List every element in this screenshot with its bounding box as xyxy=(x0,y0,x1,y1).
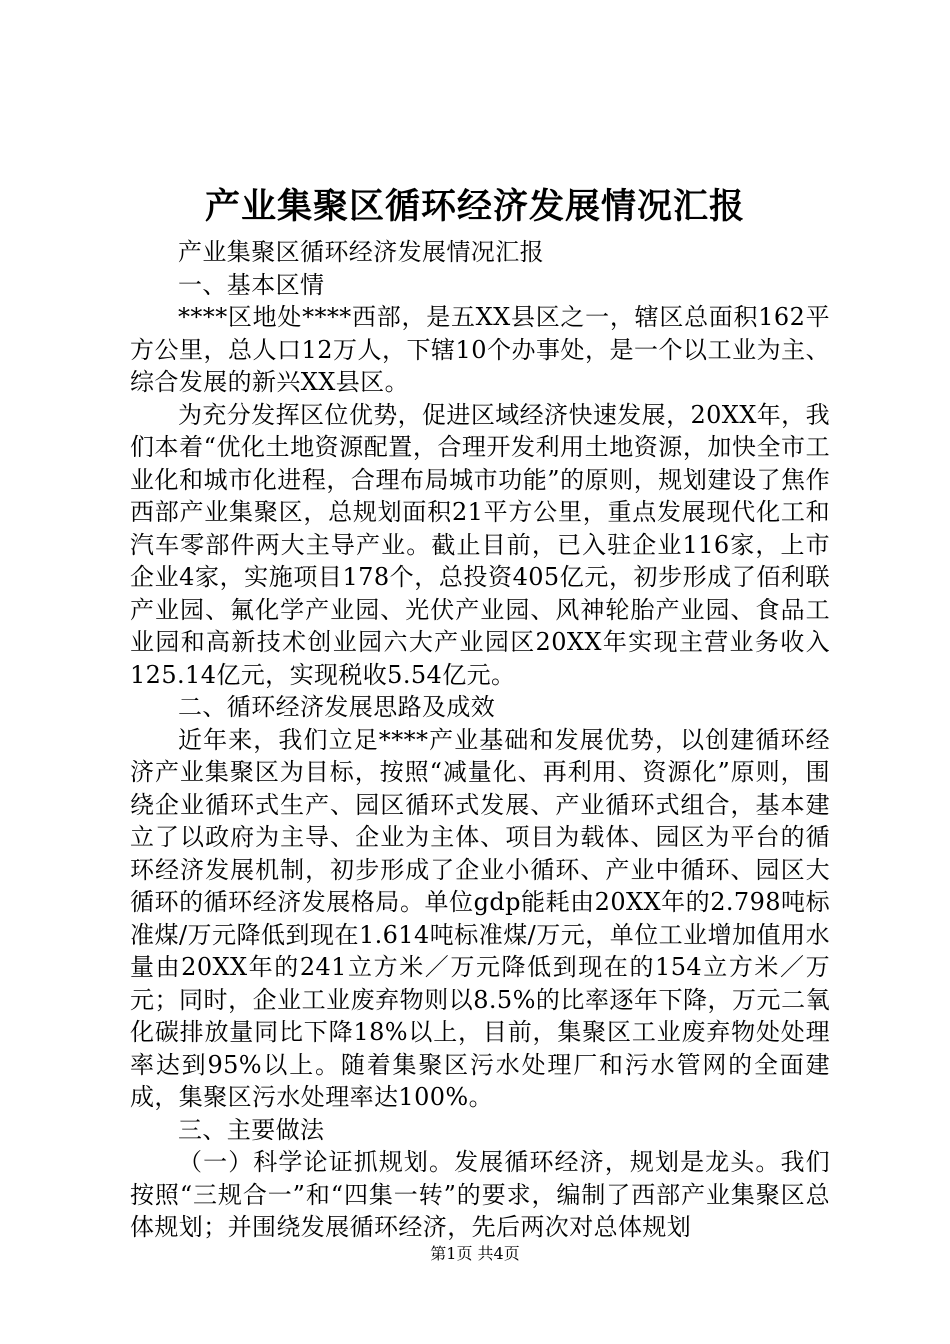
document-body xyxy=(130,236,830,1244)
body-paragraph: ****区地处****西部，是五XX县区之一，辖区总面积162平方公里，总人口12万人，下辖10个办事处，是一个以工业为主、综合发展的新兴XX县区。 xyxy=(130,303,830,396)
subtitle-paragraph: 产业集聚区循环经济发展情况汇报 xyxy=(178,238,544,266)
section-heading-basic-situation: 一、基本区情 xyxy=(178,270,325,299)
page-number-footer: 第1页 共4页 xyxy=(430,1244,520,1263)
body-paragraph: 为充分发挥区位优势，促进区域经济快速发展，20XX年，我们本着“优化土地资源配置，合理开发利用土地资源，加快全市工业化和城市化进程，合理布局城市功能”的原则，规划建设了焦作西部产业集聚区，总规划面积21平方公里，重点发展现代化工和汽车零部件两大主导产业。截止目前，已入驻企业116家，上市企业4家，实施项目178个，总投资405亿元，初步形成了佰利联产业园、氟化学产业园、光伏产业园、风神轮胎产业园、食品工业园和高新技术创业园六大产业园区20XX年实现主营业务收入125.14亿元，实现税收5.54亿元。 xyxy=(130,400,830,689)
body-paragraph: （一）科学论证抓规划。发展循环经济，规划是龙头。我们按照“三规合一”和“四集一转”的要求，编制了西部产业集聚区总体规划；并围绕发展循环经济，先后两次对总体规划 xyxy=(130,1148,830,1241)
document-title: 产业集聚区循环经济发展情况汇报 xyxy=(204,186,745,227)
section-heading-development-ideas: 二、循环经济发展思路及成效 xyxy=(178,693,496,721)
body-paragraph: 近年来，我们立足****产业基础和发展优势，以创建循环经济产业集聚区为目标，按照“减量化、再利用、资源化”原则，围绕企业循环式生产、园区循环式发展、产业循环式组合，基本建立了以政府为主导、企业为主体、项目为载体、园区为平台的循环经济发展机制，初步形成了企业小循环、产业中循环、园区大循环的循环经济发展格局。单位gdp能耗由20XX年的2.798吨标准煤/万元降低到现在1.614吨标准煤/万元，单位工业增加值用水量由20XX年的241立方米／万元降低到现在的154立方米／万元；同时，企业工业废弃物则以8.5%的比率逐年下降，万元二氧化碳排放量同比下降18%以上，目前，集聚区工业废弃物处处理率达到95%以上。随着集聚区污水处理厂和污水管网的全面建成，集聚区污水处理率达100%。 xyxy=(130,725,830,1111)
section-heading-main-practices: 三、主要做法 xyxy=(178,1115,325,1144)
